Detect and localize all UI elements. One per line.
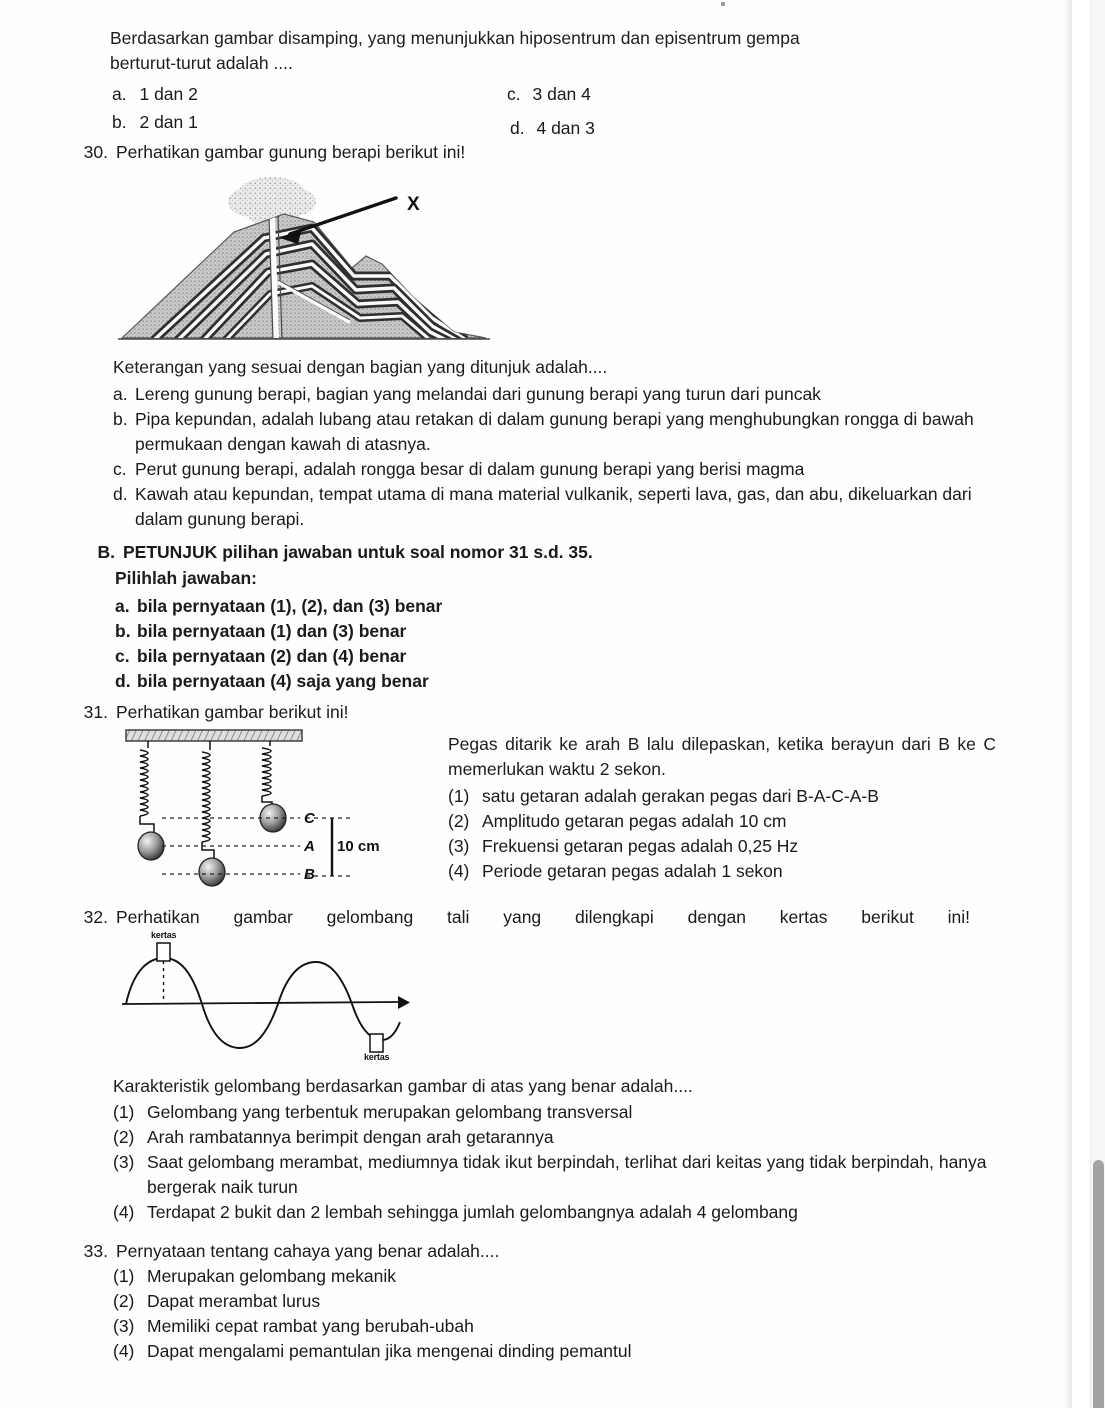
question-30-option-d (113, 482, 993, 532)
section-b-option-c (115, 644, 995, 669)
question-31-statement-4-key: (4) (448, 861, 470, 881)
question-31-number: 31. (83, 702, 108, 722)
question-29-option-b-text: 2 dan 1 (139, 112, 198, 132)
question-29-option-a-text: 1 dan 2 (139, 84, 198, 104)
question-30-option-d-key: d. (113, 484, 128, 504)
spring-svg (118, 726, 418, 894)
question-33-number: 33. (83, 1241, 108, 1261)
section-b-title (123, 540, 975, 565)
section-b-title-bold: PETUNJUK (123, 542, 218, 562)
section-b-option-d-key: d. (115, 671, 131, 691)
wave-axis (122, 996, 410, 1009)
question-33-statement-4-key: (4) (113, 1341, 135, 1361)
question-31-statement-4-text: Periode getaran pegas adalah 1 sekon (482, 861, 783, 881)
question-29-option-c (507, 82, 591, 107)
question-31-statement-1-key: (1) (448, 786, 470, 806)
question-29-option-d (510, 116, 595, 141)
section-b-option-b (115, 619, 995, 644)
question-33-statement-1-key: (1) (113, 1266, 135, 1286)
question-30-substem (113, 355, 993, 380)
question-31-statement-3 (448, 834, 996, 859)
question-31-statement-3-text: Frekuensi getaran pegas adalah 0,25 Hz (482, 836, 799, 856)
question-30-option-d-text: Kawah atau kepundan, tempat utama di mana material vulkanik, seperti lava, gas, dan abu, dikeluarkan dari dalam gunung berapi. (135, 484, 972, 529)
question-30-stem: Perhatikan gambar gunung berapi berikut ini! (116, 142, 466, 162)
question-31-statements (448, 784, 996, 884)
question-33-statement-1 (113, 1264, 988, 1289)
question-29-option-d-key: d. (510, 118, 525, 138)
question-32-number: 32. (83, 907, 108, 927)
question-29-stem-line-1: Berdasarkan gambar disamping, yang menunjukkan hiposentrum dan episentrum gempa (110, 28, 800, 48)
question-31-intro: Pegas ditarik ke arah B lalu dilepaskan, ketika berayun dari B ke C memerlukan waktu 2 sekon. (448, 734, 996, 779)
paper-marker-bottom (370, 1034, 383, 1052)
spring-middle (202, 741, 214, 862)
question-31-statement-4 (448, 859, 996, 884)
vertical-scrollbar-track[interactable] (1090, 0, 1105, 1408)
question-29-option-c-text: 3 dan 4 (532, 84, 591, 104)
vertical-scrollbar-thumb[interactable] (1093, 1160, 1104, 1408)
spring-label-c: C (304, 810, 315, 827)
question-31-statement-3-key: (3) (448, 836, 470, 856)
question-31-stem-row (70, 700, 970, 725)
question-30-option-b (113, 407, 993, 457)
section-b-option-b-text: bila pernyataan (1) dan (3) benar (137, 621, 407, 641)
question-33-statement-4-text: Dapat mengalami pemantulan jika mengenai dinding pemantul (147, 1341, 632, 1361)
spring-oscillation-figure (118, 726, 418, 894)
question-30-option-c-key: c. (113, 459, 127, 479)
scan-speck (721, 2, 725, 6)
question-32-stem: Perhatikan gambar gelombang tali yang dilengkapi dengan kertas berikut ini! (116, 907, 970, 927)
transverse-wave-figure (116, 928, 416, 1064)
question-33-statement-3-key: (3) (113, 1316, 135, 1336)
question-30-substem-text: Keterangan yang sesuai dengan bagian yang ditunjuk adalah.... (113, 357, 608, 377)
question-32-statement-4-key: (4) (113, 1202, 135, 1222)
question-30-number: 30. (83, 142, 108, 162)
support-bar (126, 730, 302, 741)
section-b-option-a (115, 594, 995, 619)
question-31-stem: Perhatikan gambar berikut ini! (116, 702, 349, 722)
question-31-statement-2 (448, 809, 996, 834)
paper-marker-top (157, 943, 170, 1002)
spring-dimension-label: 10 cm (337, 838, 380, 855)
question-29-option-c-key: c. (507, 84, 521, 104)
question-30-option-a (113, 382, 993, 407)
section-b-option-d (115, 669, 995, 694)
mass-middle (199, 858, 225, 886)
question-29-option-a-key: a. (112, 84, 127, 104)
question-29-option-row-2 (112, 110, 972, 138)
question-29-stem (110, 26, 970, 76)
question-29-option-row-1 (112, 82, 972, 107)
section-b-letter: B. (97, 542, 115, 562)
question-31-intro-block (448, 732, 996, 782)
question-33-stem: Pernyataan tentang cahaya yang benar adalah.... (116, 1241, 500, 1261)
question-33-statement-2-key: (2) (113, 1291, 135, 1311)
wave-paper-label-bottom: kertas (364, 1052, 390, 1062)
section-b-subtitle-row (115, 566, 995, 591)
question-29-option-b-key: b. (112, 112, 127, 132)
question-32-statement-3-text: Saat gelombang merambat, mediumnya tidak ikut berpindah, terlihat dari keitas yang tidak berpindah, hanya bergerak naik turun (147, 1152, 987, 1197)
question-32-stem-row (70, 905, 970, 930)
section-b-title-rest: pilihan jawaban untuk soal nomor 31 s.d. 35. (217, 542, 593, 562)
question-33-statement-3 (113, 1314, 988, 1339)
section-b-options (115, 594, 995, 694)
question-32-statement-3 (113, 1150, 988, 1200)
spring-left (140, 741, 154, 838)
question-30-option-c-text: Perut gunung berapi, adalah rongga besar di dalam gunung berapi yang berisi magma (135, 459, 805, 479)
question-32-statement-1 (113, 1100, 988, 1125)
question-30-stem-row (70, 140, 970, 165)
question-33-statement-2-text: Dapat merambat lurus (147, 1291, 321, 1311)
question-32-statement-2-text: Arah rambatannya berimpit dengan arah getarannya (147, 1127, 554, 1147)
question-33-statement-3-text: Memiliki cepat rambat yang berubah-ubah (147, 1316, 474, 1336)
question-30-option-a-key: a. (113, 384, 128, 404)
question-32-statement-4-text: Terdapat 2 bukit dan 2 lembah sehingga jumlah gelombangnya adalah 4 gelombang (147, 1202, 798, 1222)
spring-label-b: B (304, 866, 315, 883)
question-32-statement-2 (113, 1125, 988, 1150)
question-29-stem-line-2: berturut-turut adalah .... (110, 53, 293, 73)
wave-svg (116, 928, 416, 1064)
section-b-option-b-key: b. (115, 621, 131, 641)
section-b-option-a-key: a. (115, 596, 130, 616)
section-b-option-a-text: bila pernyataan (1), (2), dan (3) benar (137, 596, 443, 616)
spring-label-a: A (304, 838, 315, 855)
wave-paper-label-top: kertas (151, 930, 177, 940)
question-31-statement-2-text: Amplitudo getaran pegas adalah 10 cm (482, 811, 787, 831)
section-b-option-d-text: bila pernyataan (4) saja yang benar (137, 671, 429, 691)
section-b (75, 540, 975, 565)
volcano-pointer-label: X (407, 194, 420, 215)
question-32-statement-2-key: (2) (113, 1127, 135, 1147)
question-32-statements (113, 1100, 988, 1225)
question-32-statement-1-text: Gelombang yang terbentuk merupakan gelombang transversal (147, 1102, 633, 1122)
page-edge-shadow (1064, 0, 1072, 1408)
question-31-statement-2-key: (2) (448, 811, 470, 831)
question-30-option-c (113, 457, 993, 482)
section-b-option-c-text: bila pernyataan (2) dan (4) benar (137, 646, 407, 666)
question-32-substem-row (113, 1074, 993, 1099)
question-30-options (113, 382, 993, 532)
question-30-option-b-key: b. (113, 409, 128, 429)
question-32-statement-1-key: (1) (113, 1102, 135, 1122)
volcano-cross-section-figure (114, 172, 494, 347)
spring-right (262, 741, 272, 808)
question-30-option-b-text: Pipa kepundan, adalah lubang atau retakan di dalam gunung berapi yang menghubungkan rongga di bawah permukaan dengan kawah di atasnya. (135, 409, 974, 454)
question-33-statement-1-text: Merupakan gelombang mekanik (147, 1266, 397, 1286)
question-33-statement-4 (113, 1339, 988, 1364)
question-31-statement-1 (448, 784, 996, 809)
question-32-substem: Karakteristik gelombang berdasarkan gambar di atas yang benar adalah.... (113, 1076, 693, 1096)
mass-left (138, 832, 164, 860)
question-29-options (112, 82, 972, 138)
section-b-option-c-key: c. (115, 646, 130, 666)
question-32-statement-4 (113, 1200, 988, 1225)
question-33-statement-2 (113, 1289, 988, 1314)
question-31-statement-1-text: satu getaran adalah gerakan pegas dari B-A-C-A-B (482, 786, 879, 806)
volcano-svg (114, 172, 494, 347)
question-33-stem-row (70, 1239, 970, 1264)
section-b-subtitle: Pilihlah jawaban: (115, 568, 257, 588)
question-29-option-d-text: 4 dan 3 (536, 118, 595, 138)
question-32-statement-3-key: (3) (113, 1152, 135, 1172)
question-30-option-a-text: Lereng gunung berapi, bagian yang melandai dari gunung berapi yang turun dari puncak (135, 384, 821, 404)
question-33-statements (113, 1264, 988, 1364)
